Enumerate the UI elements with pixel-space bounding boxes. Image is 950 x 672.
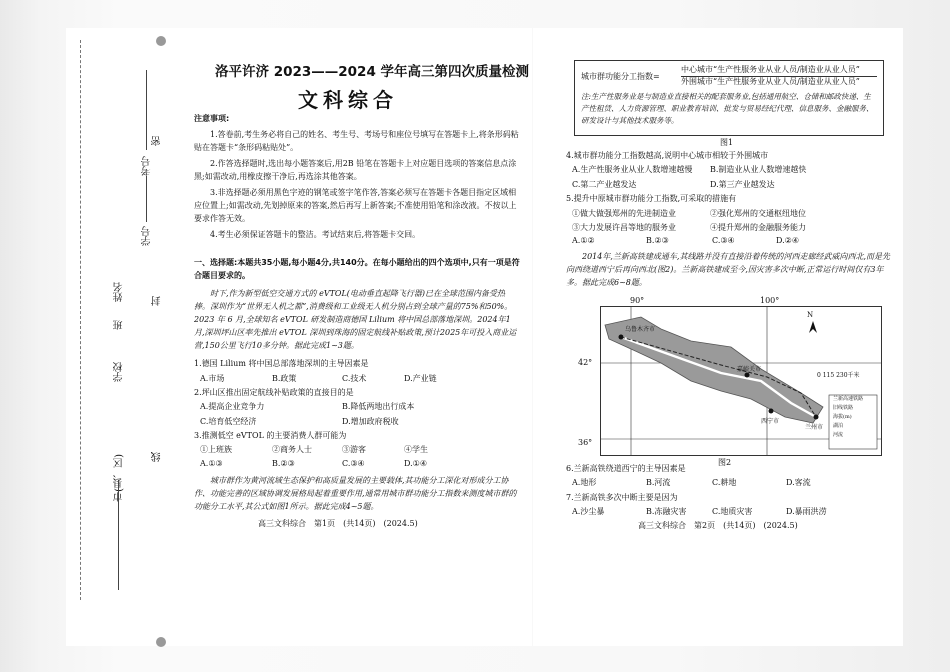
q1-stem: 1.德国 Lilium 将中国总部落地深圳的主导因素是 [194,359,369,368]
formula-numerator: 中心城市“生产性服务业从业人员/制造业从业人员” [681,65,860,74]
q2-option-d: D.增加政府税收 [342,417,399,426]
figure1-caption: 图1 [720,138,734,147]
q6-option-c: C.耕地 [712,478,737,487]
exam-number-blank [146,70,147,150]
q5-item-2: ②强化郑州的交通枢纽地位 [710,209,806,218]
figure2-caption: 图2 [718,458,732,467]
q5-item-1: ①做大做强郑州的先进制造业 [572,209,676,218]
seat-number-label: 学号 [142,226,153,246]
map-lat-36: 36° [578,438,593,447]
exam-number-label: 考号 [142,156,153,176]
map-scale: 0 115 230千米 [817,372,860,379]
urumqi-marker [619,335,624,340]
map-lon-90: 90° [630,296,645,305]
note-3: 3.非选择题必须用黑色字迹的钢笔或签字笔作答,答案必须写在答题卡各题目指定区域相应位置上;如需改动,先划掉原来的答案,然后再写上新答案;不准使用铅笔和涂改液。不按以上要求作答无效。 [194,188,517,223]
q3-item-3: ③游客 [342,445,366,454]
q7-option-a: A.沙尘暴 [572,507,605,516]
legend-old-rail: 旧线铁路 [833,405,854,411]
footer-right: 高三文科综合 第2页 (共14页) (2024.5) [638,521,798,530]
legend-lake: 湖泊 [833,423,844,429]
formula-note: 注:生产性服务业是与制造业直接相关的配套服务业,包括通用航空、仓储和邮政快递、生产性租赁、人力资源管理、职业教育培训、批发与贸易经纪代理、信息服务、金融服务、研发设计与其他技术服务等。 [581,92,874,125]
seal-line-label: 封 [152,296,163,306]
passage-2: 城市群作为黄河流域生态保护和高质量发展的主要载体,其功能分工深化对形成分工协作、功能完善的区域协调发展格局起着重要作用,通常用城市群功能分工指数来测度城市群的功能分工水平,其公式如图1所示。据此完成4~5题。 [194,476,517,511]
q6-option-b: B.河流 [646,478,671,487]
q2-option-a: A.提高企业竞争力 [200,402,265,411]
formula-label: 城市群功能分工指数= [581,72,660,81]
q7-option-b: B.冻融灾害 [646,507,687,516]
q1-option-d: D.产业链 [404,374,437,383]
q3-option-a: A.①③ [200,459,223,468]
q2-stem: 2.坪山区推出固定航线补贴政策的直接目的是 [194,388,354,397]
county-blank [118,480,119,590]
footer-left: 高三文科综合 第1页 (共14页) (2024.5) [258,519,418,528]
passage-1: 时下,作为新型低空交通方式的 eVTOL(电动垂直起降飞行器)已在全球范围内备受热捧。深圳作为“世界无人机之都”,消费级和工业级无人机分别占到全球产量的75%和50%。2023 年 6 月,全球知名 eVTOL 研发制造商德国 Lilium 将中国总部落地深圳。2024年1月,深圳坪山区率先推出 eVTOL 深圳到珠海的固定航线补贴政策,预计2025年可投入商业运营,150公里飞行10多分钟。据此完成1~3题。 [194,289,517,350]
notes-heading: 注意事项: [194,114,230,123]
q4-option-b: B.制造业从业人数增速越快 [710,165,807,174]
seal-label: 密 [152,136,163,146]
q5-stem: 5.提升中原城市群功能分工指数,可采取的措施有 [566,194,737,203]
q5-option-c: C.③④ [712,236,735,245]
q7-stem: 7.兰新高铁多次中断主要是因为 [566,493,678,502]
lanxin-railway-map [600,306,882,456]
q3-item-2: ②商务人士 [272,445,312,454]
xining-marker [769,409,774,414]
north-label: N [807,311,814,319]
q3-option-d: D.①④ [404,459,428,468]
school-label: 学校 [114,362,125,382]
q3-option-b: B.②③ [272,459,295,468]
punch-hole-top [156,36,166,46]
q3-option-c: C.③④ [342,459,365,468]
subject-title: 文科综合 [298,88,398,112]
map-lon-100: 100° [760,296,780,305]
q5-option-b: B.②③ [646,236,669,245]
note-4: 4.考生必须保证答题卡的整洁。考试结束后,将答题卡交回。 [210,230,421,239]
legend-elevation: 海拔(m) [833,414,852,420]
q6-option-a: A.地形 [572,478,597,487]
q4-option-a: A.生产性服务业从业人数增速越慢 [572,165,693,174]
q3-stem: 3.推测低空 eVTOL 的主要消费人群可能为 [194,431,347,440]
punch-hole-bottom [156,637,166,647]
lanzhou-marker [814,415,819,420]
city-urumqi: 乌鲁木齐市 [625,326,656,333]
q4-stem: 4.城市群功能分工指数越高,说明中心城市相较于外围城市 [566,151,769,160]
q4-option-c: C.第二产业越发达 [572,180,637,189]
passage-3: 2014年,兰新高铁建成通车,其线路并没有直接沿着传统的河西走廊经武威向西北,而是先向西绕道西宁后再向西北(图2)。兰新高铁建成至今,因灾害多次中断,正常运行时间仅有3年多。据此完成6~8题。 [566,252,890,287]
q5-item-4: ④提升郑州的金融服务能力 [710,223,806,232]
name-label: 姓名 [114,282,125,302]
q1-option-a: A.市场 [200,374,225,383]
map-lat-42: 42° [578,358,593,367]
q1-option-c: C.技术 [342,374,367,383]
q3-item-4: ④学生 [404,445,428,454]
q7-option-d: D.暴雨洪涝 [786,507,827,516]
county-label: 市(县、区) [114,454,125,502]
formula-box [574,60,884,136]
formula-denominator: 外围城市“生产性服务业从业人员/制造业从业人员” [681,77,860,86]
q2-option-b: B.降低两地出行成本 [342,402,415,411]
q5-option-d: D.②④ [776,236,800,245]
q7-option-c: C.地质灾害 [712,507,753,516]
legend-river: 河流 [833,432,844,438]
city-jiayuguan: 嘉峪关市 [737,366,762,373]
q6-stem: 6.兰新高铁绕道西宁的主导因素是 [566,464,686,473]
seat-number-blank [146,176,147,222]
q3-item-1: ①上班族 [200,445,232,454]
note-1: 1.答卷前,考生务必将自己的姓名、考生号、考场号和座位号填写在答题卡上,将条形码粘贴在答题卡“条形码粘贴处”。 [194,130,519,152]
q1-option-b: B.政策 [272,374,297,383]
note-2: 2.作答选择题时,选出每小题答案后,用2B 铅笔在答题卡上对应题目选项的答案信息点涂黑;如需改动,用橡皮擦干净后,再选涂其他答案。 [194,159,517,181]
q5-item-3: ③大力发展许昌等地的服务业 [572,223,676,232]
section1-heading: 一、选择题:本题共35小题,每小题4分,共140分。在每小题给出的四个选项中,只有一项是符合题目要求的。 [194,258,520,280]
q4-option-d: D.第三产业越发达 [710,180,775,189]
seal-line-label-2: 线 [152,452,163,462]
q5-option-a: A.①② [572,236,595,245]
binding-cut-line [80,40,81,600]
class-label: 班 [114,320,125,330]
legend-high-speed: 兰新高速铁路 [833,396,864,402]
q2-option-c: C.培育低空经济 [200,417,257,426]
exam-title: 洛平许济 2023——2024 学年高三第四次质量检测 [215,64,530,80]
city-xining: 西宁市 [761,418,780,425]
q6-option-d: D.客流 [786,478,811,487]
north-arrow-icon [809,321,817,333]
city-lanzhou: 兰州市 [805,424,824,431]
